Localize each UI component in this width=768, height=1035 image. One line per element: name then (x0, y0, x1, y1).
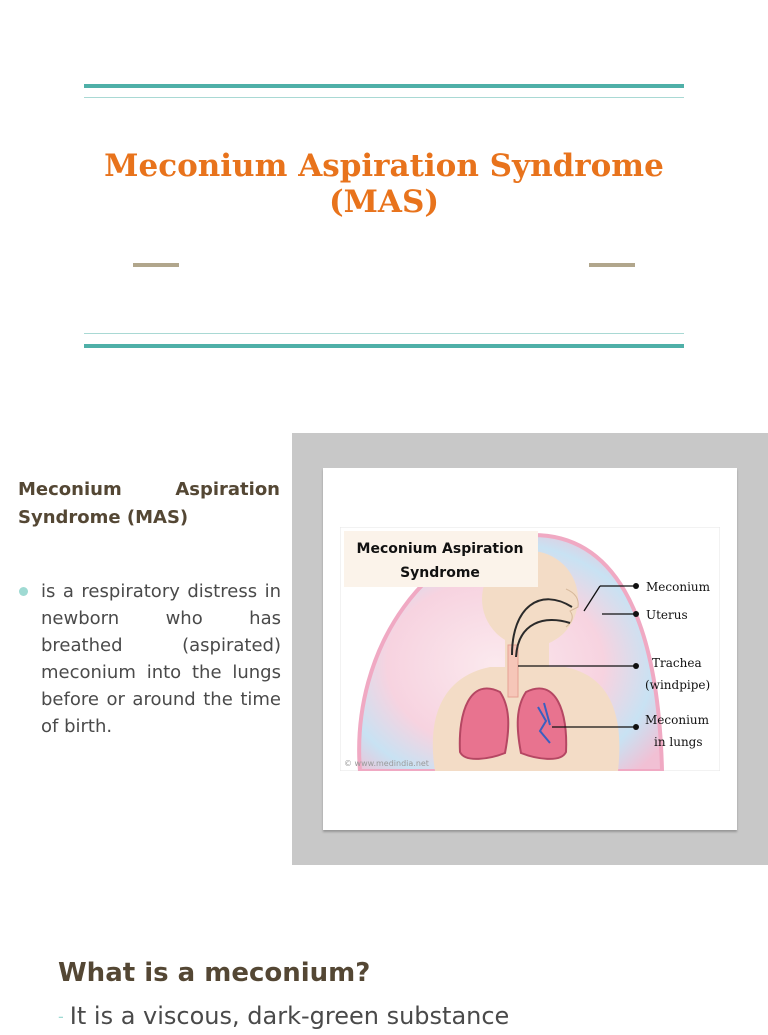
slide-title-line1: Meconium Aspiration Syndrome (104, 148, 664, 184)
label-windpipe: (windpipe) (645, 678, 711, 692)
right-dash-divider (589, 263, 635, 267)
definition-heading: Meconium Aspiration Syndrome (MAS) (18, 479, 280, 528)
left-dash-divider (133, 263, 179, 267)
bottom-rule-thin (84, 333, 684, 334)
label-uterus: Uterus (646, 608, 688, 622)
dot-lungs (633, 724, 639, 730)
question-bullet (58, 998, 509, 1035)
top-rule-thick (84, 84, 684, 88)
label-meconium-lungs-2: in lungs (654, 735, 703, 749)
question-bullet-text: It is a viscous, dark-green substance (69, 1002, 510, 1030)
slide-title-line2: (MAS) (328, 184, 440, 220)
diagram-watermark: © www.medindia.net (344, 759, 429, 768)
bullet-icon (19, 587, 28, 596)
bottom-rule-thick (84, 344, 684, 348)
diagram-title-line1: Meconium Aspiration (356, 541, 524, 557)
diagram-title-line2: Syndrome (400, 565, 480, 581)
top-rule-thin (84, 97, 684, 98)
label-meconium-lungs-1: Meconium (645, 713, 710, 727)
label-trachea: Trachea (652, 656, 702, 670)
slide-title (84, 148, 684, 220)
definition-text: is a respiratory distress in newborn who has breathed (aspirated) meconium into the lungs before or around the time of birth. (41, 581, 281, 737)
label-meconium: Meconium (646, 580, 711, 594)
dot-meconium (633, 583, 639, 589)
dash-bullet-icon: - (58, 1007, 64, 1026)
question-heading: What is a meconium? (58, 958, 371, 988)
dot-trachea (633, 663, 639, 669)
mas-diagram (340, 527, 720, 771)
dot-uterus (633, 611, 639, 617)
